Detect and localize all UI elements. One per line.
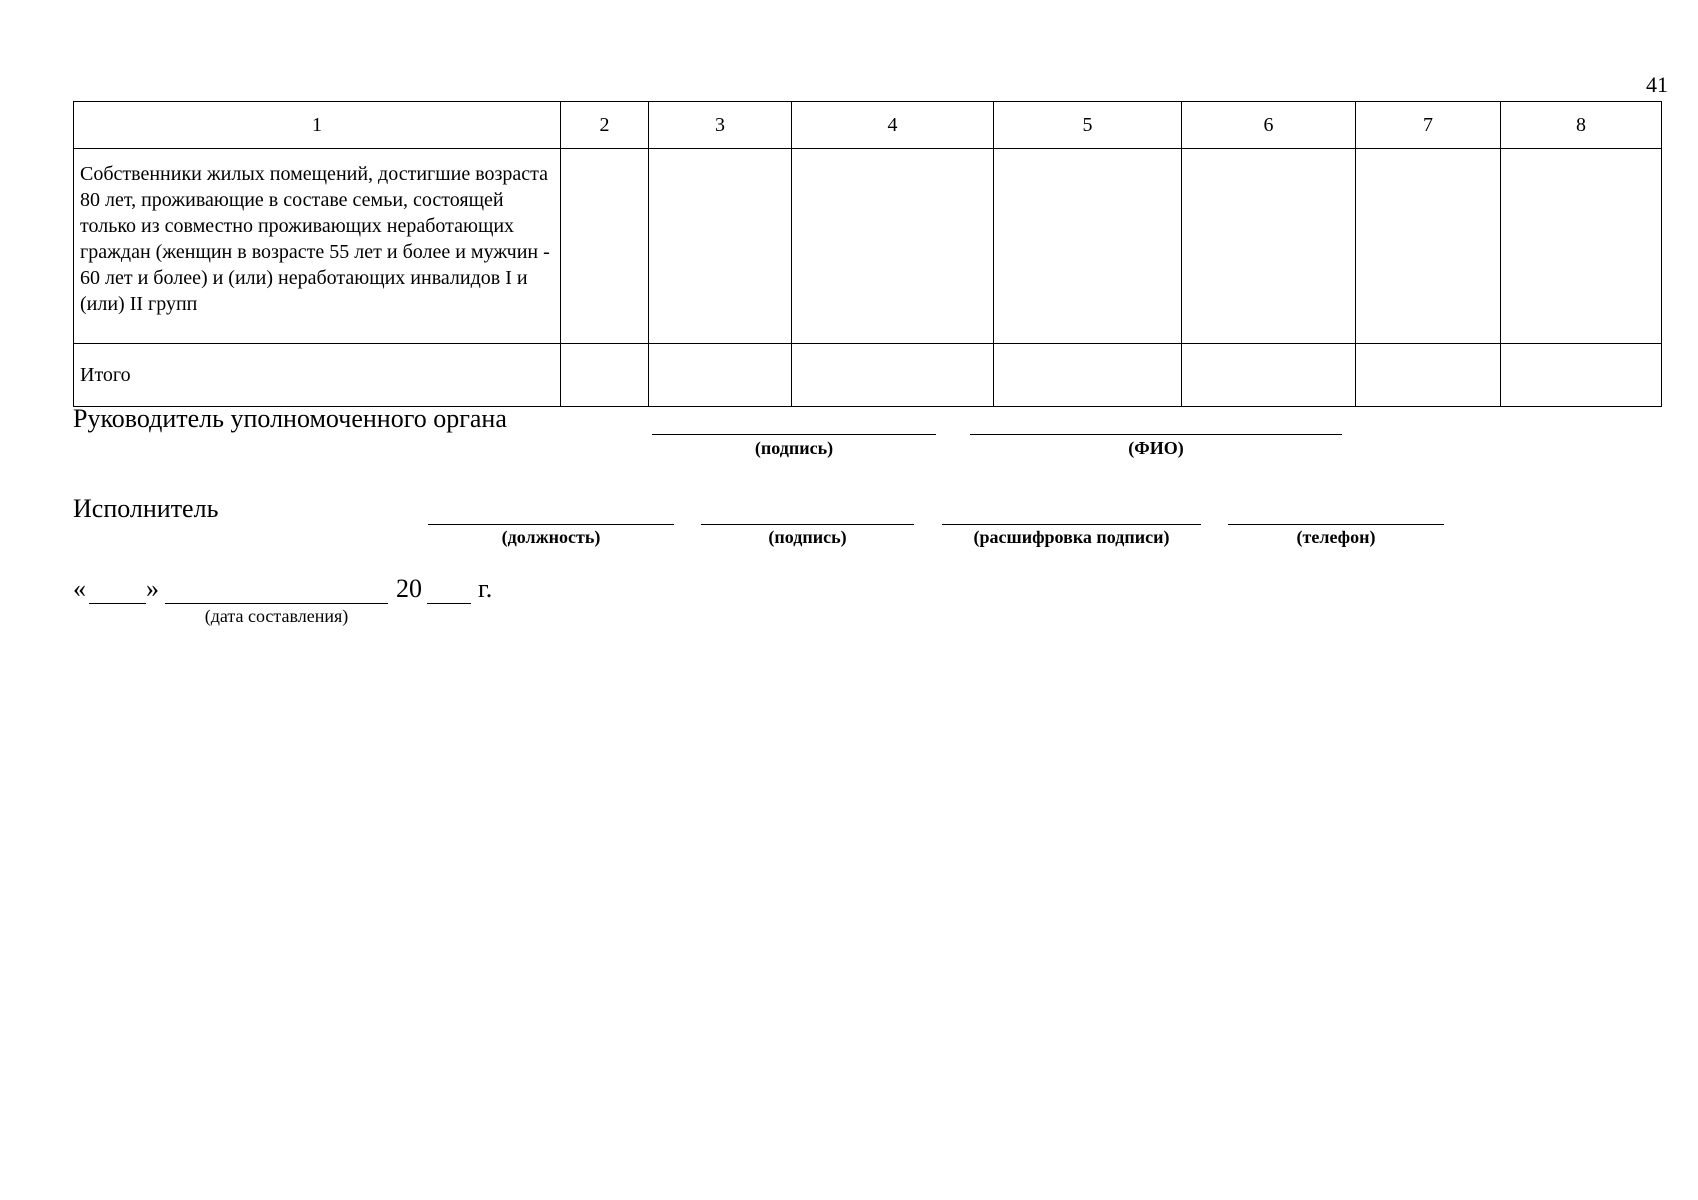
table-row (74, 344, 1662, 407)
column-header: 4 (792, 102, 994, 149)
column-header: 2 (561, 102, 649, 149)
date-day-line[interactable] (89, 603, 146, 604)
table-cell (994, 149, 1182, 344)
table-cell (1356, 149, 1501, 344)
executor-decoding-caption: (расшифровка подписи) (973, 527, 1170, 547)
column-header: 1 (74, 102, 561, 149)
table-cell (561, 344, 649, 407)
date-month-line[interactable] (165, 603, 388, 604)
date-year-line[interactable] (427, 603, 471, 604)
column-header: 8 (1501, 102, 1662, 149)
date-year-suffix: г. (478, 574, 493, 603)
executor-phone-caption: (телефон) (1296, 527, 1376, 547)
table-cell (1182, 149, 1356, 344)
executor-label: Исполнитель (73, 494, 219, 523)
head-signature-line[interactable] (652, 434, 936, 435)
table-cell (1356, 344, 1501, 407)
report-table (73, 101, 1662, 407)
column-header: 7 (1356, 102, 1501, 149)
column-header: 3 (649, 102, 792, 149)
executor-signature-caption: (подпись) (768, 527, 847, 547)
table-cell (792, 149, 994, 344)
table-cell (649, 344, 792, 407)
table-cell (649, 149, 792, 344)
table-cell (561, 149, 649, 344)
executor-position-caption: (должность) (501, 527, 601, 547)
table-header-row (74, 102, 1662, 149)
table-row (74, 149, 1662, 344)
date-close-quote: » (146, 574, 159, 603)
head-signature-label: Руководитель уполномоченного органа (73, 404, 507, 433)
executor-decoding-line[interactable] (942, 524, 1201, 525)
page-number: 41 (1646, 72, 1668, 97)
executor-phone-line[interactable] (1228, 524, 1444, 525)
executor-signature-line[interactable] (701, 524, 914, 525)
row-label: Итого (74, 344, 561, 407)
column-header: 5 (994, 102, 1182, 149)
table-cell (1182, 344, 1356, 407)
table-cell (994, 344, 1182, 407)
row-label: Собственники жилых помещений, достигшие возраста 80 лет, проживающие в составе семьи, состоящей только из совместно проживающих неработающих граждан (женщин в возрасте 55 лет и более и мужчин - 60 лет и более) и (или) неработающих инвалидов I и (или) II групп (74, 149, 561, 344)
date-year-prefix: 20 (396, 574, 422, 603)
date-open-quote: « (73, 574, 86, 603)
table-cell (1501, 344, 1662, 407)
head-name-line[interactable] (970, 434, 1342, 435)
date-caption: (дата составления) (204, 606, 349, 626)
column-header: 6 (1182, 102, 1356, 149)
head-signature-caption: (подпись) (754, 438, 834, 458)
executor-position-line[interactable] (428, 524, 674, 525)
head-name-caption: (ФИО) (1128, 438, 1184, 458)
table-cell (1501, 149, 1662, 344)
table-cell (792, 344, 994, 407)
